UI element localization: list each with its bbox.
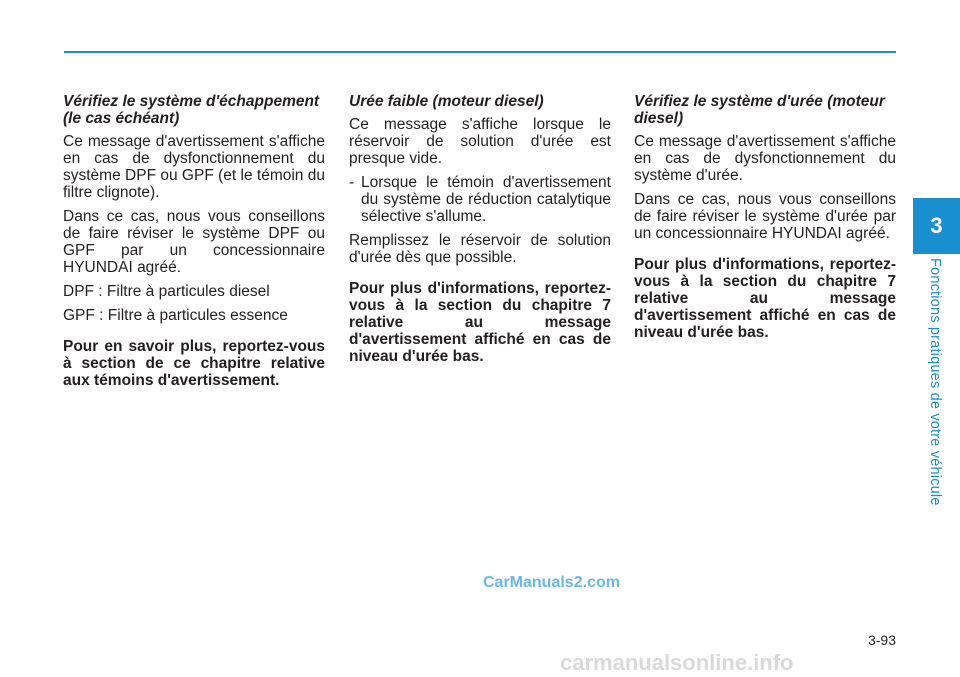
list-item-text: Lorsque le témoin d'avertissement du système de réduction catalytique sélective s'allume.: [361, 174, 611, 225]
chapter-title: Fonctions pratiques de votre véhicule: [927, 258, 943, 506]
section-heading: Urée faible (moteur diesel): [349, 93, 544, 110]
list-item: [349, 174, 611, 225]
reference-note: Pour plus d'informations, reportez-vous à la section du chapitre 7 relative au message d'avertissement affiché en cas de niveau d'urée bas.: [634, 256, 896, 341]
paragraph: Dans ce cas, nous vous conseillons de faire réviser le système d'urée par un concessionnaire HYUNDAI agréé.: [634, 191, 896, 242]
reference-note: Pour plus d'informations, reportez-vous à la section du chapitre 7 relative au message d'avertissement affiché en cas de niveau d'urée bas.: [349, 280, 611, 365]
paragraph: Ce message s'affiche lorsque le réservoir de solution d'urée est presque vide.: [349, 116, 611, 167]
paragraph: Ce message d'avertissement s'affiche en cas de dysfonctionnement du système DPF ou GPF (et le témoin du filtre clignote).: [63, 133, 325, 201]
watermark-logo: CarManuals2.com: [483, 574, 620, 591]
list-marker: -: [349, 174, 355, 191]
paragraph: Remplissez le réservoir de solution d'urée dès que possible.: [349, 232, 611, 266]
definition-gpf: GPF : Filtre à particules essence: [63, 307, 288, 324]
paragraph: Ce message d'avertissement s'affiche en cas de dysfonctionnement du système d'urée.: [634, 133, 896, 184]
chapter-tab: 3: [913, 198, 960, 254]
watermark-footer: carmanualsonline.info: [560, 650, 794, 675]
header-rule: [64, 51, 896, 53]
page-number: 3-93: [867, 632, 896, 648]
column-low-urea: [349, 93, 611, 372]
definition-dpf: DPF : Filtre à particules diesel: [63, 283, 270, 300]
column-urea-system: [634, 93, 896, 348]
section-heading: Vérifiez le système d'échappement (le cas échéant): [63, 93, 320, 127]
reference-note: Pour en savoir plus, reportez-vous à section de ce chapitre relative aux témoins d'avertissement.: [63, 338, 325, 389]
paragraph: Dans ce cas, nous vous conseillons de faire réviser le système DPF ou GPF par un concessionnaire HYUNDAI agréé.: [63, 208, 325, 276]
column-exhaust-system: [63, 93, 325, 396]
section-heading: Vérifiez le système d'urée (moteur diesel): [634, 93, 885, 127]
